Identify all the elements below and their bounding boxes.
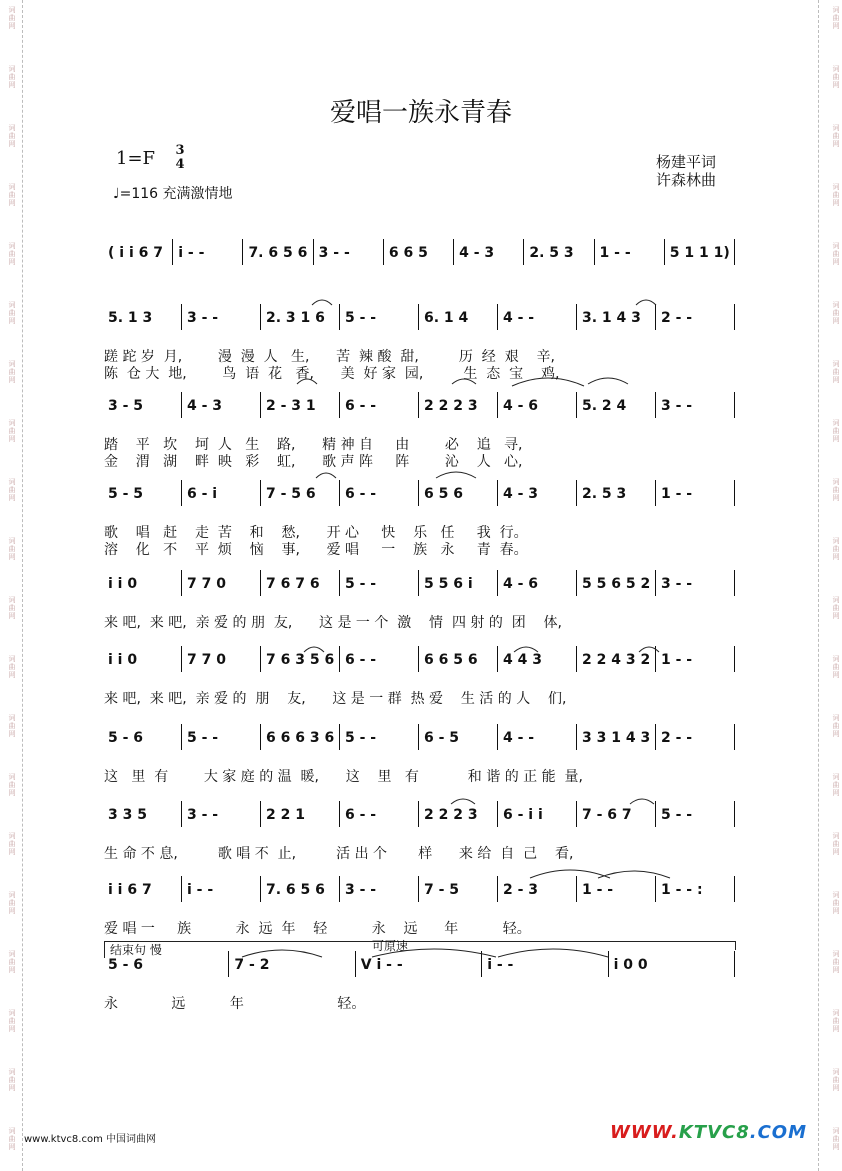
measure: i i 0 bbox=[108, 652, 138, 668]
watermark-text: 词曲网 bbox=[8, 537, 16, 561]
lyric-line: 生 命 不 息, 歌 唱 不 止, 活 出 个 样 来 给 自 己 看, bbox=[104, 846, 574, 862]
footer-site-text: www.ktvc8.com 中国词曲网 bbox=[24, 1134, 157, 1145]
tempo-expression: 充满激情地 bbox=[162, 186, 233, 202]
measure: 4 - 6 bbox=[503, 576, 539, 592]
measure: 6 - - bbox=[345, 398, 377, 414]
quarter-note-icon: ♩ bbox=[113, 186, 120, 202]
watermark-text: 词曲网 bbox=[832, 714, 840, 738]
measure: 2 - - bbox=[661, 730, 693, 746]
measure: 3 - - bbox=[187, 807, 219, 823]
measure: 6 - - bbox=[345, 652, 377, 668]
watermark-text: 词曲网 bbox=[832, 537, 840, 561]
watermark-text: 词曲网 bbox=[8, 950, 16, 974]
lyric-line: 金 渭 湖 畔 映 彩 虹, 歌 声 阵 阵 沁 人 心, bbox=[104, 454, 523, 470]
logo-part-www: WWW. bbox=[610, 1122, 679, 1143]
measure: 1 - - bbox=[661, 486, 693, 502]
measure: 3 3 1 4 3 bbox=[582, 730, 651, 746]
watermark-text: 词曲网 bbox=[832, 124, 840, 148]
watermark-text: 词曲网 bbox=[8, 6, 16, 30]
measure: i i 0 bbox=[108, 576, 138, 592]
lyric-line: 踏 平 坎 坷 人 生 路, 精 神 自 由 必 追 寻, bbox=[104, 437, 523, 453]
measure: 2 2 2 3 bbox=[424, 807, 478, 823]
lyric-line: 这 里 有 大 家 庭 的 温 暖, 这 里 有 和 谐 的 正 能 量, bbox=[104, 769, 583, 785]
measure: V i - - bbox=[360, 957, 403, 973]
time-signature-bottom: 4 bbox=[175, 157, 185, 172]
measure: 6 6 5 bbox=[388, 245, 428, 261]
measure: 2 - - bbox=[661, 310, 693, 326]
tempo-return-label: 可原速 bbox=[372, 939, 409, 953]
ending-label: 结束句 慢 bbox=[110, 943, 162, 957]
measure: 5 5 6 5 2 bbox=[582, 576, 651, 592]
measure: 5 - - bbox=[345, 576, 377, 592]
watermark-text: 词曲网 bbox=[832, 419, 840, 443]
watermark-text: 词曲网 bbox=[8, 832, 16, 856]
logo-part-ktvc8: KTVC8 bbox=[678, 1122, 750, 1143]
measure: i - - bbox=[487, 957, 514, 973]
tempo-bpm: =116 bbox=[119, 186, 159, 202]
measure: 5 - 6 bbox=[108, 730, 144, 746]
time-signature-top: 3 bbox=[175, 143, 185, 158]
measure: 6 - 5 bbox=[424, 730, 460, 746]
measure: 7 6 7 6 bbox=[266, 576, 320, 592]
lyric-line: 溶 化 不 平 烦 恼 事, 爱 唱 一 族 永 青 春。 bbox=[104, 542, 528, 558]
measure: 1 - - bbox=[661, 652, 693, 668]
measure: 1 - - bbox=[582, 882, 614, 898]
measure: 7 - 5 bbox=[424, 882, 460, 898]
measure: 4 - 3 bbox=[503, 486, 539, 502]
measure: ( i i 6 7 bbox=[108, 245, 163, 261]
lyric-line: 来 吧, 来 吧, 亲 爱 的 朋 友, 这 是 一 个 激 情 四 射 的 团 体, bbox=[104, 615, 563, 631]
measure: 3 - 5 bbox=[108, 398, 144, 414]
measure: 6 - i bbox=[187, 486, 218, 502]
measure: 5. 1 3 bbox=[108, 310, 153, 326]
logo-part-com: .COM bbox=[749, 1122, 808, 1143]
measure: 7 7 0 bbox=[187, 576, 226, 592]
measure: 4 - 6 bbox=[503, 398, 539, 414]
watermark-text: 词曲网 bbox=[8, 655, 16, 679]
measure: 5 5 6 i bbox=[424, 576, 473, 592]
measure: 7 7 0 bbox=[187, 652, 226, 668]
measure: 5 - - bbox=[661, 807, 693, 823]
measure: 5 - - bbox=[345, 730, 377, 746]
lyricist: 杨建平词 bbox=[656, 153, 717, 171]
measure: 6 6 5 6 bbox=[424, 652, 478, 668]
measure: 2 - 3 bbox=[503, 882, 539, 898]
measure: 4 - - bbox=[503, 730, 535, 746]
watermark-text: 词曲网 bbox=[8, 596, 16, 620]
measure: i - - bbox=[187, 882, 214, 898]
watermark-text: 词曲网 bbox=[832, 183, 840, 207]
watermark-text: 词曲网 bbox=[832, 1009, 840, 1033]
watermark-text: 词曲网 bbox=[832, 360, 840, 384]
watermark-text: 词曲网 bbox=[832, 1127, 840, 1151]
watermark-text: 词曲网 bbox=[8, 65, 16, 89]
measure: 1 - - : bbox=[661, 882, 703, 898]
watermark-text: 词曲网 bbox=[8, 714, 16, 738]
measure: 7 6 3 5 6 bbox=[266, 652, 335, 668]
watermark-text: 词曲网 bbox=[8, 773, 16, 797]
measure: 3 - - bbox=[345, 882, 377, 898]
measure: 5 1 1 1) bbox=[669, 245, 730, 261]
song-title: 爱唱一族永青春 bbox=[329, 98, 512, 128]
measure: 6 - i i bbox=[503, 807, 543, 823]
measure: 5 - - bbox=[345, 310, 377, 326]
measure: 3. 1 4 3 bbox=[582, 310, 641, 326]
watermark-text: 词曲网 bbox=[832, 655, 840, 679]
measure: i - - bbox=[178, 245, 205, 261]
watermark-text: 词曲网 bbox=[832, 6, 840, 30]
measure: 7. 6 5 6 bbox=[248, 245, 308, 261]
measure: 2 2 2 3 bbox=[424, 398, 478, 414]
watermark-text: 词曲网 bbox=[8, 1009, 16, 1033]
watermark-text: 词曲网 bbox=[832, 1068, 840, 1092]
lyric-line: 永 远 年 轻。 bbox=[104, 996, 366, 1012]
lyric-line: 爱 唱 一 族 永 远 年 轻 永 远 年 轻。 bbox=[104, 921, 531, 937]
watermark-text: 词曲网 bbox=[832, 950, 840, 974]
measure: 2. 5 3 bbox=[582, 486, 627, 502]
measure: 3 - - bbox=[661, 576, 693, 592]
measure: 3 - - bbox=[318, 245, 350, 261]
measure: 2 2 4 3 2 bbox=[582, 652, 651, 668]
measure: 6 6 6 3 6 bbox=[266, 730, 335, 746]
watermark-text: 词曲网 bbox=[832, 832, 840, 856]
measure: 6 5 6 bbox=[424, 486, 463, 502]
measure: 5 - 6 bbox=[108, 957, 144, 973]
measure: 6. 1 4 bbox=[424, 310, 469, 326]
measure: 2 2 1 bbox=[266, 807, 305, 823]
measure: 4 4 3 bbox=[503, 652, 542, 668]
measure: 5. 2 4 bbox=[582, 398, 627, 414]
composer: 许森林曲 bbox=[656, 171, 717, 189]
measure: 7 - 2 bbox=[234, 957, 270, 973]
measure: 4 - 3 bbox=[459, 245, 495, 261]
measure: 6 - - bbox=[345, 807, 377, 823]
watermark-text: 词曲网 bbox=[832, 301, 840, 325]
measure: 4 - - bbox=[503, 310, 535, 326]
watermark-text: 词曲网 bbox=[8, 1068, 16, 1092]
measure: i i 6 7 bbox=[108, 882, 152, 898]
watermark-text: 词曲网 bbox=[832, 891, 840, 915]
measure: 5 - 5 bbox=[108, 486, 144, 502]
measure: i 0 0 bbox=[613, 957, 648, 973]
measure: 5 - - bbox=[187, 730, 219, 746]
watermark-text: 词曲网 bbox=[8, 478, 16, 502]
watermark-text: 词曲网 bbox=[8, 124, 16, 148]
watermark-text: 词曲网 bbox=[8, 419, 16, 443]
measure: 3 - - bbox=[187, 310, 219, 326]
lyric-line: 蹉 跎 岁 月, 漫 漫 人 生, 苦 辣 酸 甜, 历 经 艰 辛, bbox=[104, 349, 555, 365]
lyric-line: 歌 唱 赶 走 苦 和 愁, 开 心 快 乐 任 我 行。 bbox=[104, 525, 528, 541]
watermark-text: 词曲网 bbox=[8, 242, 16, 266]
measure: 7 - 6 7 bbox=[582, 807, 632, 823]
measure: 6 - - bbox=[345, 486, 377, 502]
watermark-text: 词曲网 bbox=[832, 596, 840, 620]
watermark-text: 词曲网 bbox=[8, 891, 16, 915]
measure: 7. 6 5 6 bbox=[266, 882, 325, 898]
measure: 3 3 5 bbox=[108, 807, 147, 823]
measure: 4 - 3 bbox=[187, 398, 223, 414]
watermark-text: 词曲网 bbox=[8, 1127, 16, 1151]
lyric-line: 陈 仓 大 地, 鸟 语 花 香, 美 好 家 园, 生 态 宝 鸡, bbox=[104, 366, 560, 382]
measure: 7 - 5 6 bbox=[266, 486, 316, 502]
watermark-text: 词曲网 bbox=[832, 478, 840, 502]
measure: 3 - - bbox=[661, 398, 693, 414]
watermark-text: 词曲网 bbox=[832, 773, 840, 797]
measure: 2. 5 3 bbox=[529, 245, 574, 261]
watermark-text: 词曲网 bbox=[832, 65, 840, 89]
lyric-line: 来 吧, 来 吧, 亲 爱 的 朋 友, 这 是 一 群 热 爱 生 活 的 人 们, bbox=[104, 691, 567, 707]
watermark-text: 词曲网 bbox=[8, 183, 16, 207]
key-signature: 1=F bbox=[116, 148, 156, 169]
watermark-text: 词曲网 bbox=[8, 360, 16, 384]
measure: 1 - - bbox=[599, 245, 631, 261]
measure: 2 - 3 1 bbox=[266, 398, 316, 414]
watermark-text: 词曲网 bbox=[8, 301, 16, 325]
measure: 2. 3 1 6 bbox=[266, 310, 325, 326]
watermark-text: 词曲网 bbox=[832, 242, 840, 266]
